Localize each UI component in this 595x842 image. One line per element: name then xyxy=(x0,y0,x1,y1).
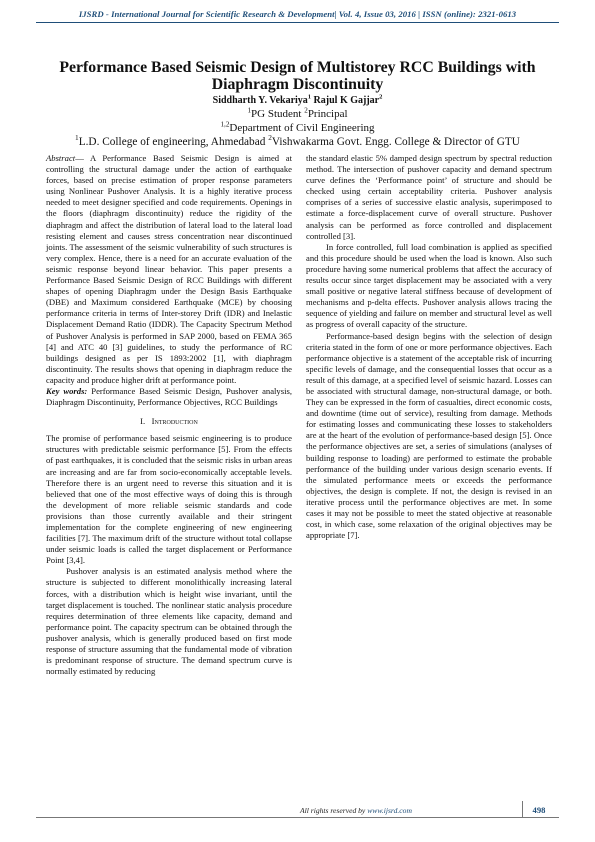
footer-link[interactable]: www.ijsrd.com xyxy=(367,806,412,815)
keywords-text: Performance Based Seismic Design, Pushover analysis, Diaphragm Discontinuity, Performance Objectives, RCC Buildings xyxy=(46,385,292,408)
aff-sup: 1,2 xyxy=(220,120,230,129)
abstract-label: Abstract xyxy=(46,153,76,163)
author-1-sup: 1 xyxy=(307,93,312,101)
author-2: Rajul K Gajjar xyxy=(311,95,380,106)
institution-1: L.D. College of engineering, Ahmedabad xyxy=(78,136,269,148)
header-rule xyxy=(36,22,559,23)
authors xyxy=(40,95,555,107)
aff-sup: 1 xyxy=(247,106,252,115)
aff-sup: 1 xyxy=(75,133,79,143)
paragraph: Pushover analysis is an estimated analysis method where the structure is subjected to different monolithically increasing lateral forces, with a distribution which is height wise invariant, until the target displacement is touched. The nonlinear static analysis procedure requires determination of three elements like capacity, demand and performance point. The capacity spectrum can be obtained through the pushover analysis, which is generally produced based on first mode response of structure assuming that the fundamental mode of vibration is predominant response of structure. The demand spectrum curve is normally estimated by reducing xyxy=(46,566,292,677)
department: Department of Civil Engineering xyxy=(229,122,375,134)
section-title: Introduction xyxy=(151,416,198,427)
footer-copyright xyxy=(300,806,412,815)
author-2-sup: 2 xyxy=(379,93,383,101)
page-number: 498 xyxy=(522,801,555,818)
aff-sup: 2 xyxy=(268,133,272,143)
role-2: Principal xyxy=(307,108,348,120)
section-heading xyxy=(46,416,292,427)
affiliation-institutions xyxy=(30,133,565,148)
affiliation-roles xyxy=(40,108,555,120)
abstract-sep: — xyxy=(75,153,90,163)
footer-rule xyxy=(36,817,559,818)
author-1: Siddharth Y. Vekariya xyxy=(212,95,308,106)
section-number: I. xyxy=(140,416,146,427)
abstract xyxy=(46,153,292,386)
footer-text: All rights reserved by xyxy=(300,806,368,815)
institution-2: Vishwakarma Govt. Engg. College & Director of GTU xyxy=(271,136,520,148)
abstract-text: A Performance Based Seismic Design is aimed at controlling the structural damage under the action of earthquake forces, based on precise estimation of proper response parameters using Nonlinear Pushover Analysis. It is a highly iterative process needed to meet designer specified and code requirements. Openings in the floors (diaphragm discontinuity) reduce the rigidity of the diaphragm and affect the distribution of lateral load to the lateral load resisting element and causes stress concentration near discontinued joints. The assessment of the seismic vulnerability of such structures is very complex. Hence, there is a need for an accurate evaluation of the seismic response beyond linear behavior. This paper presents a Performance Based Seismic Design of RCC Buildings with different shapes of opening Diaphragm under the Design Basis Earthquake (DBE) and Maximum considered Earthquake (MCE) by choosing performance criteria in terms of Inter-storey Drift (IDR) and Inelastic Displacement Demand Ratio (IDDR). The Capacity Spectrum Method of Pushover Analysis is performed in SAP 2000, based on FEMA 365 [4] and ATC 40 [3] guidelines, to study the performance of RC buildings designed as per IS 1893:2002 [1], with diaphragm discontinuity. The results shows that opening in diaphragm reduce the capacity and produce higher drift at performance point. xyxy=(46,153,292,385)
journal-header: IJSRD - International Journal for Scientific Research & Development| Vol. 4, Issue 03, 2016 | ISSN (online): 2321-0613 xyxy=(78,9,517,19)
paragraph: the standard elastic 5% damped design spectrum by spectral reduction method. The intersection of pushover capacity and demand spectrum curve defines the ‘Performance point’ of structure and should be checked using certain acceptability criteria. Pushover analysis comprises of a series of successive elastic analysis, superimposed to estimate a force-displacement curve of overall structure. Pushover analysis can be performed as force controlled and displacement controlled [3]. xyxy=(306,153,552,241)
paragraph: In force controlled, full load combination is applied as specified and this procedure should be used when the load is known. Also such procedure having some numerical problems that affect the accuracy of results occur since target displacement may be associated with a very small positive or negative lateral stiffness because of development of mechanisms and p-delta effects. Pushover analysis allows tracing the sequence of yielding and failure on member and structural level as well as progress of overall capacity of the structure. xyxy=(306,241,552,330)
left-column xyxy=(46,153,292,677)
right-column xyxy=(306,153,552,541)
aff-sup: 2 xyxy=(304,106,308,115)
paper-title: Performance Based Seismic Design of Multistorey RCC Buildings with Diaphragm Discontinuity xyxy=(59,59,536,93)
keywords-label: Key words: xyxy=(46,385,88,396)
paragraph: Performance-based design begins with the selection of design criteria stated in the form of one or more performance objectives. Each performance objective is a statement of the acceptable risk of incurring specific levels of damage, and the consequential losses that occur as a result of this damage, at a specified level of seismic hazard. Losses can be associated with structural damage, non-structural damage, or both. They can be expressed in the form of casualties, direct economic costs, and downtime (time out of service), resulting from damage. Methods for estimating losses and communicating these losses to stakeholders are at the heart of the evolution of performance-based design [5]. Once the performance objectives are set, a series of simulations (analyses of building response to loading) are performed to estimate the probable performance of the building under various design scenario events. If the simulated performance meets or exceeds the performance objectives, the design is complete. If not, the design is revised in an iterative process until the performance objectives are met. In some cases it may not be possible to meet the stated objective at reasonable cost, in which case, some relaxation of the original objectives may be appropriate [7]. xyxy=(306,330,552,541)
affiliation-department xyxy=(40,122,555,134)
role-1: PG Student xyxy=(251,108,305,120)
keywords xyxy=(46,386,292,408)
paragraph: The promise of performance based seismic engineering is to produce structures with predictable seismic performance [5]. From the effects of past earthquakes, it is concluded that the seismic risks in urban areas are increasing and are far from socio-economically acceptable levels. Therefore there is an urgent need to reverse this situation and it is believed that one of the most effective ways of doing this is through the development of more reliable seismic standards and code provisions than those currently available and their stringent implementation for the complete engineering of new engineering facilities [7]. The maximum drift of the structure without total collapse under seismic loads is called the target displacement or Performance Point [3,4]. xyxy=(46,433,292,566)
